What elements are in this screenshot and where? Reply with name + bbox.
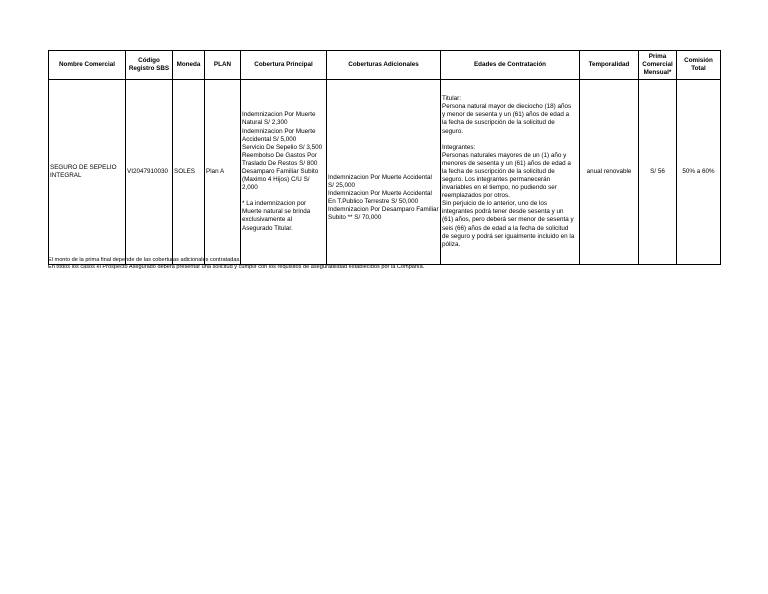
- cell-prima-comercial: S/ 56: [639, 80, 677, 265]
- edades-titular-text: Titular: Persona natural mayor de dieciocho (18) años y menor de sesenta y un (61) años de edad a la fecha de suscripción de la solicitud de seguro.: [442, 95, 572, 135]
- header-moneda: Moneda: [173, 51, 205, 80]
- header-row: [49, 51, 721, 80]
- cell-edades-contratacion: [441, 80, 580, 265]
- footnote-requisitos: En todos los casos el Prospecto Asegurado deberá presentar una solicitud y cumplir con los requisitos de asegurabilidad establecidos por la Compañía.: [48, 264, 425, 270]
- header-coberturas-adicionales: Coberturas Adicionales: [327, 51, 441, 80]
- table-row: [49, 80, 721, 265]
- cell-cobertura-principal: [241, 80, 327, 265]
- product-table: [48, 50, 721, 265]
- header-nombre-comercial: Nombre Comercial: [49, 51, 126, 80]
- footnote-prima: El monto de la prima final depende de las coberturas adicionales contratadas.: [48, 257, 241, 263]
- header-plan: PLAN: [205, 51, 241, 80]
- header-comision-total: Comisión Total: [677, 51, 721, 80]
- header-edades-contratacion: Edades de Contratación: [441, 51, 580, 80]
- header-temporalidad: Temporalidad: [580, 51, 639, 80]
- cobertura-principal-text: Indemnizacion Por Muerte Natural S/ 2,300 Indemnizacion Por Muerte Accidental S/ 5,000 Servicio De Sepelio S/ 3,500 Reembolso De Gastos Por Traslado De Restos S/ 800 Desamparo Familiar Subito (Maximo 4 Hijos) C/U S/ 2,000: [242, 111, 323, 192]
- cell-coberturas-adicionales: [327, 80, 441, 265]
- cobertura-principal-note: * La indemnizacion por Muerte natural se brinda exclusivamente al Asegurado Titular.: [242, 200, 311, 232]
- header-codigo-registro: Código Registro SBS: [126, 51, 173, 80]
- cell-temporalidad: anual renovable: [580, 80, 639, 265]
- cell-nombre-comercial: SEGURO DE SEPELIO INTEGRAL: [49, 80, 126, 265]
- coberturas-adicionales-text: Indemnizacion Por Muerte Accidental S/ 25,000 Indemnizacion Por Muerte Accidental En T.Publico Terrestre S/ 50,000 Indemnizacion Por Desamparo Familiar Subito ** S/ 70,000: [328, 173, 439, 222]
- header-cobertura-principal: Cobertura Principal: [241, 51, 327, 80]
- cell-plan: Plan A: [205, 80, 241, 265]
- header-prima-comercial: Prima Comercial Mensual*: [639, 51, 677, 80]
- spacer: [442, 136, 578, 144]
- edades-integrantes-text: Integrantes: Personas naturales mayores de un (1) año y menores de sesenta y un (61) años de edad a la fecha de suscripción de la solicitud de seguro. Los integrantes permanecerán invariables en el tiempo, no pudiendo ser reemplazados por otros. Sin perjuicio de lo anterior, uno de los integrantes podrá tener desde sesenta y un (61) años, pero deberá ser menor de sesenta y seis (66) años de edad a la fecha de solicitud de seguro y podrá ser igualmente incluido en la póliza.: [442, 143, 575, 248]
- cell-codigo-registro: VI2047910030: [126, 80, 173, 265]
- footnotes: [48, 257, 424, 271]
- cell-comision-total: 50% a 60%: [677, 80, 721, 265]
- spacer: [242, 192, 325, 200]
- cell-moneda: SOLES: [173, 80, 205, 265]
